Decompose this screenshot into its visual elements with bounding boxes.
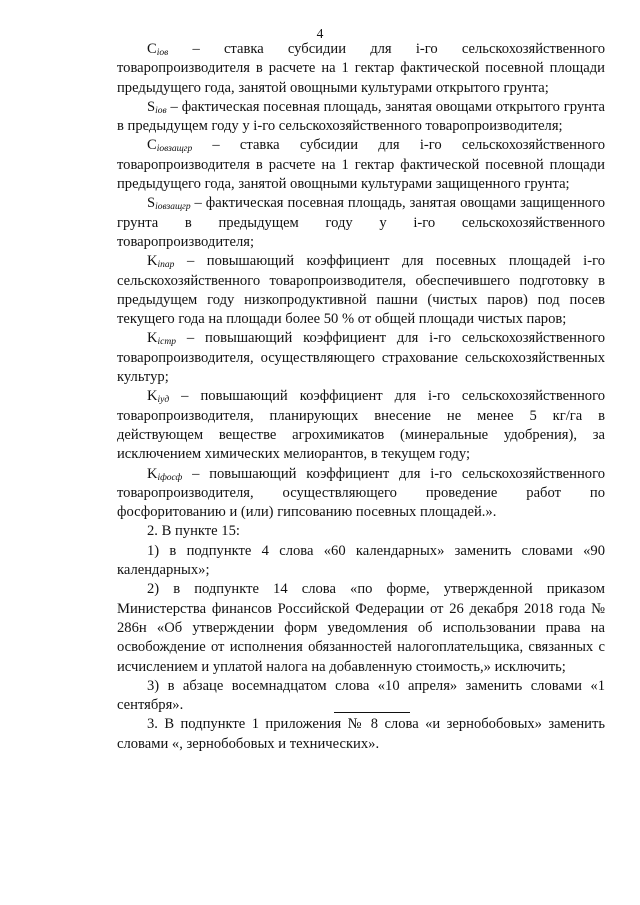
definition-text: – ставка субсидии для i-го сельскохозяйственного товаропроизводителя в расчете на 1 гектар фактической посевной площади предыдущего года, занятой овощными культурами защищенного грунта;	[117, 137, 605, 193]
definition-text: – повышающий коэффициент для посевных площадей i-го сельскохозяйственного товаропроизводителя, обеспечившего подготовку в предыдущем году низкопродуктивной пашни (чистых паров) под посев текущего года на площади более 50 % от общей площади чистых паров;	[117, 253, 605, 328]
definition-k-ifosf	[117, 465, 605, 523]
definition-c-iovzashchgr	[117, 136, 605, 194]
formula-symbol: $S_{iов}$	[147, 98, 167, 116]
formula-symbol: $C_{iовзащгр}$	[147, 137, 193, 155]
amendment-subpoint-2: 2) в подпункте 14 слова «по форме, утвержденной приказом Министерства финансов Российской Федерации от 26 декабря 2018 года № 286н «Об утверждении форм уведомления об использовании права на освобождение от исполнения обязанностей налогоплательщика, связанных с исчислением и уплатой налога на добавленную стоимость,» исключить;	[117, 581, 605, 675]
definition-k-istr	[117, 329, 605, 387]
definition-s-iov	[117, 98, 605, 137]
formula-symbol: $K_{iпар}$	[147, 253, 175, 271]
definition-text: – фактическая посевная площадь, занятая овощами защищенного грунта в предыдущем году у i-го сельскохозяйственного товаропроизводителя;	[117, 195, 605, 250]
page-number: 4	[316, 26, 324, 41]
definition-text: – ставка субсидии для i-го сельскохозяйственного товаропроизводителя в расчете на 1 гектар фактической посевной площади предыдущего года, занятой овощными культурами открытого грунта;	[117, 41, 605, 96]
formula-symbol: $K_{iуд}$	[147, 388, 170, 406]
definition-text: – фактическая посевная площадь, занятая овощами открытого грунта в предыдущем году у i-го сельскохозяйственного товаропроизводителя;	[117, 98, 605, 135]
closing-divider	[334, 712, 410, 713]
amendment-subpoint-1: 1) в подпункте 4 слова «60 календарных» заменить словами «90 календарных»;	[117, 542, 605, 579]
definition-text: – повышающий коэффициент для i-го сельскохозяйственного товаропроизводителя, осуществляющего страхование сельскохозяйственных культур;	[117, 330, 605, 386]
amendment-subpoint-3: 3) в абзаце восемнадцатом слова «10 апреля» заменить словами «1 сентября».	[117, 677, 605, 714]
document-body	[117, 40, 605, 754]
definition-k-iud	[117, 387, 605, 464]
definition-s-iovzashchgr	[117, 194, 605, 252]
formula-symbol: $S_{iовзащгр}$	[147, 195, 191, 213]
definition-text: – повышающий коэффициент для i-го сельскохозяйственного товаропроизводителя, планирующих внесение не менее 5 кг/га в действующем веществе агрохимикатов (минеральные удобрения), за исключением химических мелиорантов, в текущем году;	[117, 388, 605, 463]
definition-text: – повышающий коэффициент для i-го сельскохозяйственного товаропроизводителя, осуществляющего проведение работ по фосфоритованию и (или) гипсованию посевных площадей.».	[117, 465, 605, 521]
formula-symbol: $K_{iстр}$	[147, 330, 177, 348]
definition-c-iov	[117, 40, 605, 98]
amendment-point-2: 2. В пункте 15:	[147, 523, 240, 540]
amendment-point-3: 3. В подпункте 1 приложения № 8 слова «и зернобобовых» заменить словами «, зернобобовых и технических».	[117, 716, 605, 752]
definition-k-ipar	[117, 252, 605, 329]
formula-symbol: $K_{iфосф}$	[147, 465, 183, 483]
formula-symbol: $C_{iов}$	[147, 41, 169, 58]
